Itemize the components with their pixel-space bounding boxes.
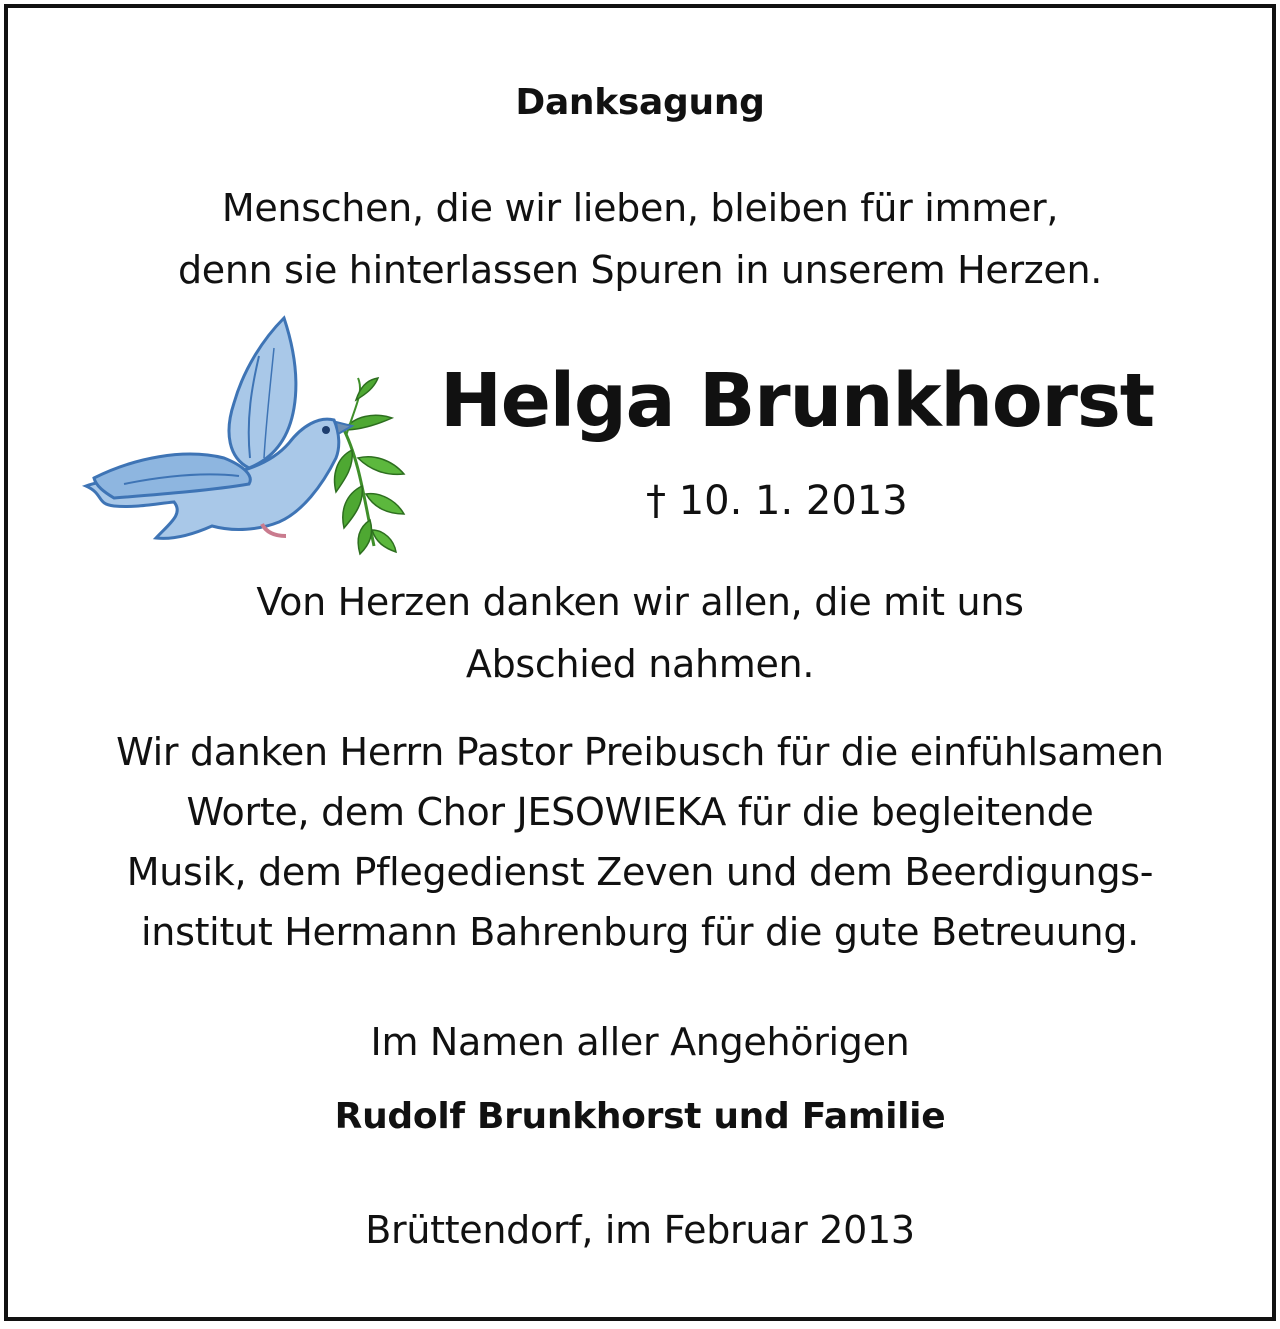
place-date: Brüttendorf, im Februar 2013 <box>365 1208 915 1252</box>
dove-with-olive-branch-icon <box>74 308 424 568</box>
notice-heading: Danksagung <box>515 82 765 123</box>
signature-intro: Im Namen aller Angehörigen <box>370 1020 910 1064</box>
paragraph-line: institut Hermann Bahrenburg für die gute Betreuung. <box>141 910 1139 954</box>
motto-line-2: denn sie hinterlassen Spuren in unserem Herzen. <box>177 248 1103 292</box>
death-date: † 10. 1. 2013 <box>646 478 908 524</box>
obituary-notice <box>4 4 1276 1321</box>
paragraph-line: Wir danken Herrn Pastor Preibusch für die einfühlsamen <box>116 730 1164 774</box>
signature-name: Rudolf Brunkhorst und Familie <box>334 1096 946 1137</box>
olive-branch-icon <box>335 378 404 554</box>
motto-line-1: Menschen, die wir lieben, bleiben für immer, <box>221 186 1059 230</box>
paragraph-line: Musik, dem Pflegedienst Zeven und dem Beerdigungs- <box>126 850 1154 894</box>
deceased-name: Helga Brunkhorst <box>440 358 1154 444</box>
thanks-line-2: Abschied nahmen. <box>465 642 815 686</box>
thanks-line-1: Von Herzen danken wir allen, die mit uns <box>256 580 1024 624</box>
paragraph-line: Worte, dem Chor JESOWIEKA für die begleitende <box>186 790 1094 834</box>
